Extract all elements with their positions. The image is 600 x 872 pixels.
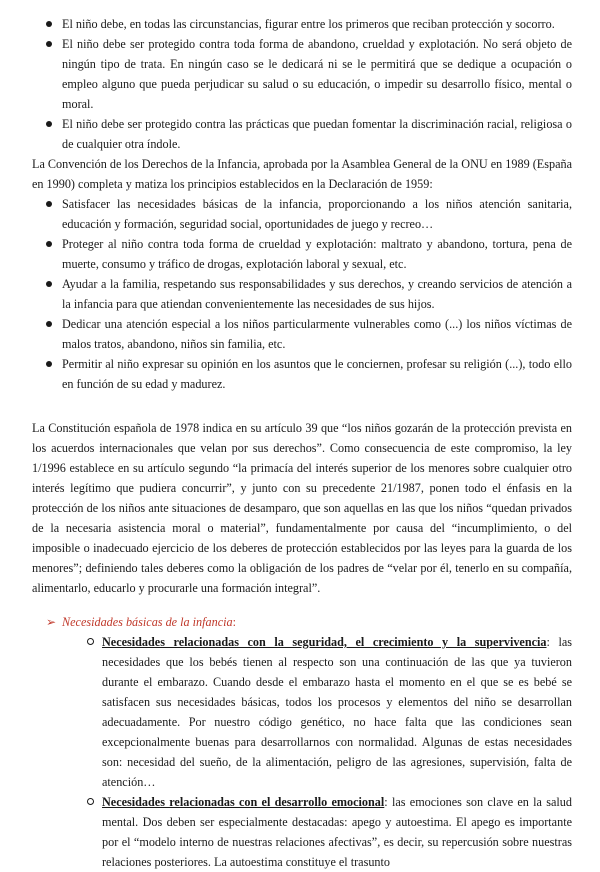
need-heading: Necesidades relacionadas con la seguridad, el crecimiento y la supervivencia bbox=[102, 635, 547, 649]
spacer bbox=[32, 394, 572, 418]
need-heading: Necesidades relacionadas con el desarrollo emocional bbox=[102, 795, 385, 809]
rights-list bbox=[32, 14, 572, 154]
list-item: Proteger al niño contra toda forma de crueldad y explotación: maltrato y abandono, tortura, pena de muerte, consumo y tráfico de drogas, explotación laboral y sexual, etc. bbox=[32, 234, 572, 274]
convention-paragraph: La Convención de los Derechos de la Infancia, aprobada por la Asamblea General de la ONU en 1989 (España en 1990) completa y matiza los principios establecidos en la Declaración de 1959: bbox=[32, 157, 572, 191]
section-colon: : bbox=[232, 615, 236, 629]
constitution-paragraph: La Constitución española de 1978 indica en su artículo 39 que “los niños gozarán de la protección prevista en los acuerdos internacionales que velan por sus derechos”. Como consecuencia de este compromiso, la ley 1/1996 establece en su artículo segundo “la primacía del interés superior de los menores sobre cualquier otro interés legítimo que pudiera concurrir”, y junto con su precedente 21/1987, ponen todo el énfasis en la protección de los niños ante situaciones de desamparo, que son aquellas en las que los niños “quedan privados de la necesaria asistencia moral o material”, fundamentalmente por causa del “incumplimiento, o del imposible o inadecuado ejercicio de los deberes de protección establecidos por las leyes para la guarda de los menores”; definiendo tales deberes como la obligación de los padres de “velar por él, tenerlo en su compañía, alimentarlo, educarlo y procurarle una formación integral”. bbox=[32, 421, 572, 595]
need-text: : las necesidades que los bebés tienen al respecto son una continuación de las que ya tuvieron durante el embarazo. Cuando desde el embarazo hasta el momento en el que se es bebé se satisfacen sus necesidades básicas, todos los procesos y elementos del niño se desarrollan adecuadamente. Por nuestro código genético, no hace falta que las condiciones sean excepcionalmente buenas para desarrollarnos con normalidad. Algunas de estas necesidades son: necesidad del sueño, de la alimentación, peligro de las agresiones, supervisión, falta de atención… bbox=[102, 635, 572, 789]
section-heading bbox=[46, 612, 572, 632]
spacer bbox=[32, 598, 572, 612]
list-item: Ayudar a la familia, respetando sus responsabilidades y sus derechos, y creando servicios de atención a la infancia para que atiendan convenientemente las necesidades de sus hijos. bbox=[32, 274, 572, 314]
convention-principles-list bbox=[32, 194, 572, 394]
document-page bbox=[32, 14, 572, 872]
list-item bbox=[32, 792, 572, 872]
list-item: Satisfacer las necesidades básicas de la infancia, proporcionando a los niños atención sanitaria, educación y formación, seguridad social, oportunidades de juego y recreo… bbox=[32, 194, 572, 234]
list-item: Dedicar una atención especial a los niños particularmente vulnerables como (...) los niños víctimas de malos tratos, abandono, niños sin familia, etc. bbox=[32, 314, 572, 354]
need-text: : las emociones son clave en la salud mental. Dos deben ser especialmente destacadas: apego y autoestima. El apego es importante por el “modelo interno de nuestras relaciones afectivas”, es decir, su repercusión sobre nuestras relaciones posteriores. La autoestima constituye el trasunto bbox=[102, 795, 572, 869]
list-item: Permitir al niño expresar su opinión en los asuntos que le conciernen, profesar su religión (...), todo ello en función de su edad y madurez. bbox=[32, 354, 572, 394]
list-item: El niño debe ser protegido contra las prácticas que puedan fomentar la discriminación racial, religiosa o de cualquier otra índole. bbox=[32, 114, 572, 154]
list-item: El niño debe ser protegido contra toda forma de abandono, crueldad y explotación. No será objeto de ningún tipo de trata. En ningún caso se le dedicará ni se le permitirá que se dedique a ocupación o empleo alguno que pueda perjudicar su salud o su educación, o impedir su desarrollo físico, mental o moral. bbox=[32, 34, 572, 114]
list-item bbox=[32, 632, 572, 792]
needs-list bbox=[32, 632, 572, 872]
section-title: Necesidades básicas de la infancia bbox=[62, 615, 233, 629]
list-item: El niño debe, en todas las circunstancias, figurar entre los primeros que reciban protección y socorro. bbox=[32, 14, 572, 34]
arrow-bullet-icon: ➢ bbox=[46, 615, 57, 629]
